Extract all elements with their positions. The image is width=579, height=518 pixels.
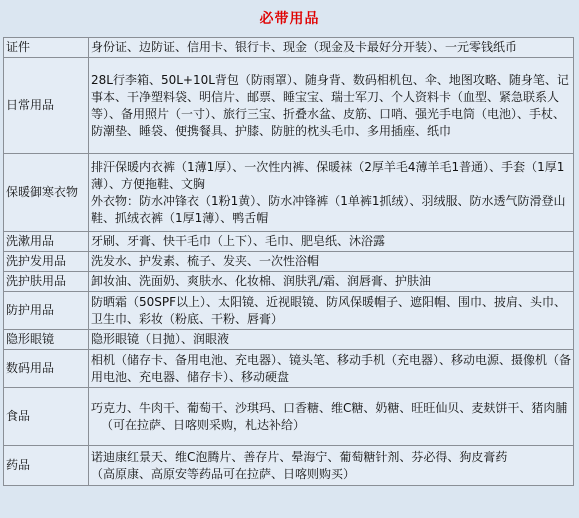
- row-items: [89, 38, 574, 58]
- row-items-line: 排汗保暖内衣裤（1薄1厚）、一次性内裤、保暖袜（2厚羊毛4薄羊毛1普通）、手套（1厚1薄）、方便拖鞋、文胸: [91, 159, 565, 191]
- table-row: [4, 272, 574, 292]
- row-items: [89, 446, 574, 486]
- row-category: 证件: [4, 38, 89, 58]
- row-items-line: 相机（储存卡、备用电池、充电器）、镜头笔、移动手机（充电器）、移动电源、摄像机（备用电池、充电器、储存卡）、移动硬盘: [91, 352, 572, 384]
- row-category: 防护用品: [4, 292, 89, 330]
- table-row: [4, 252, 574, 272]
- row-items-line: 卸妆油、洗面奶、爽肤水、化妆棉、润肤乳/霜、润唇膏、护肤油: [91, 274, 432, 288]
- table-row: [4, 350, 574, 388]
- row-items-line: 隐形眼镜（日抛）、润眼液: [91, 332, 230, 346]
- table-row: [4, 388, 574, 446]
- row-category: 数码用品: [4, 350, 89, 388]
- row-items-line: 巧克力、牛肉干、葡萄干、沙琪玛、口香糖、维C糖、奶糖、旺旺仙贝、麦麸饼干、猪肉脯: [91, 400, 568, 415]
- row-items: [89, 252, 574, 272]
- row-category: 隐形眼镜: [4, 330, 89, 350]
- row-items-line: 28L行李箱、50L+10L背包（防雨罩）、随身背、数码相机包、伞、地图攻略、随身笔、记事本、干净塑料袋、明信片、邮票、睡宝宝、瑞士军刀、个人资料卡（血型、紧急联系人等）、备用照片（一寸）、旅行三宝、折叠水盆、皮筋、口哨、强光手电筒（电池）、手杖、防潮垫、睡袋、便携餐具、护膝、防脏的枕头毛巾、多用插座、纸巾: [91, 72, 569, 138]
- table-row: [4, 446, 574, 486]
- row-items: [89, 232, 574, 252]
- table-row: [4, 38, 574, 58]
- row-category: 洗漱用品: [4, 232, 89, 252]
- row-items-line: （高原康、高原安等药品可在拉萨、日喀则购买）: [91, 466, 356, 481]
- table-row: [4, 58, 574, 154]
- row-items: [89, 350, 574, 388]
- row-items: [89, 154, 574, 232]
- row-category: 保暖御寒衣物: [4, 154, 89, 232]
- row-items: [89, 388, 574, 446]
- row-category: 洗护肤用品: [4, 272, 89, 292]
- row-items-line: 诺迪康红景天、维C泡腾片、善存片、晕海宁、葡萄糖针剂、芬必得、狗皮膏药: [91, 449, 508, 464]
- row-items-line: 外衣物：防水冲锋衣（1粉1黄）、防水冲锋裤（1单裤1抓绒）、羽绒服、防水透气防滑登山鞋、抓绒衣裤（1厚1薄）、鸭舌帽: [91, 193, 566, 225]
- row-items: [89, 272, 574, 292]
- table-row: [4, 232, 574, 252]
- row-category: 日常用品: [4, 58, 89, 154]
- table-row: [4, 154, 574, 232]
- table-row: [4, 330, 574, 350]
- row-items-line: 洗发水、护发素、梳子、发夹、一次性浴帽: [91, 254, 320, 268]
- row-category: 食品: [4, 388, 89, 446]
- row-items-line: 身份证、边防证、信用卡、银行卡、现金（现金及卡最好分开装）、一元零钱纸币: [91, 40, 518, 54]
- row-items: [89, 58, 574, 154]
- row-items-line: （可在拉萨、日喀则采购，札达补给）: [101, 417, 306, 432]
- row-category: 药品: [4, 446, 89, 486]
- row-items-line: 防晒霜（50SPF以上）、太阳镜、近视眼镜、防风保暖帽子、遮阳帽、围巾、披肩、头巾、卫生巾、彩妆（粉底、干粉、唇膏）: [91, 294, 567, 326]
- row-items: [89, 292, 574, 330]
- row-items-line: 牙刷、牙膏、快干毛巾（上下）、毛巾、肥皂纸、沐浴露: [91, 234, 386, 248]
- row-items: [89, 330, 574, 350]
- packing-list-table: [3, 37, 574, 486]
- row-category: 洗护发用品: [4, 252, 89, 272]
- page-title: 必带用品: [259, 11, 320, 27]
- table-row: [4, 292, 574, 330]
